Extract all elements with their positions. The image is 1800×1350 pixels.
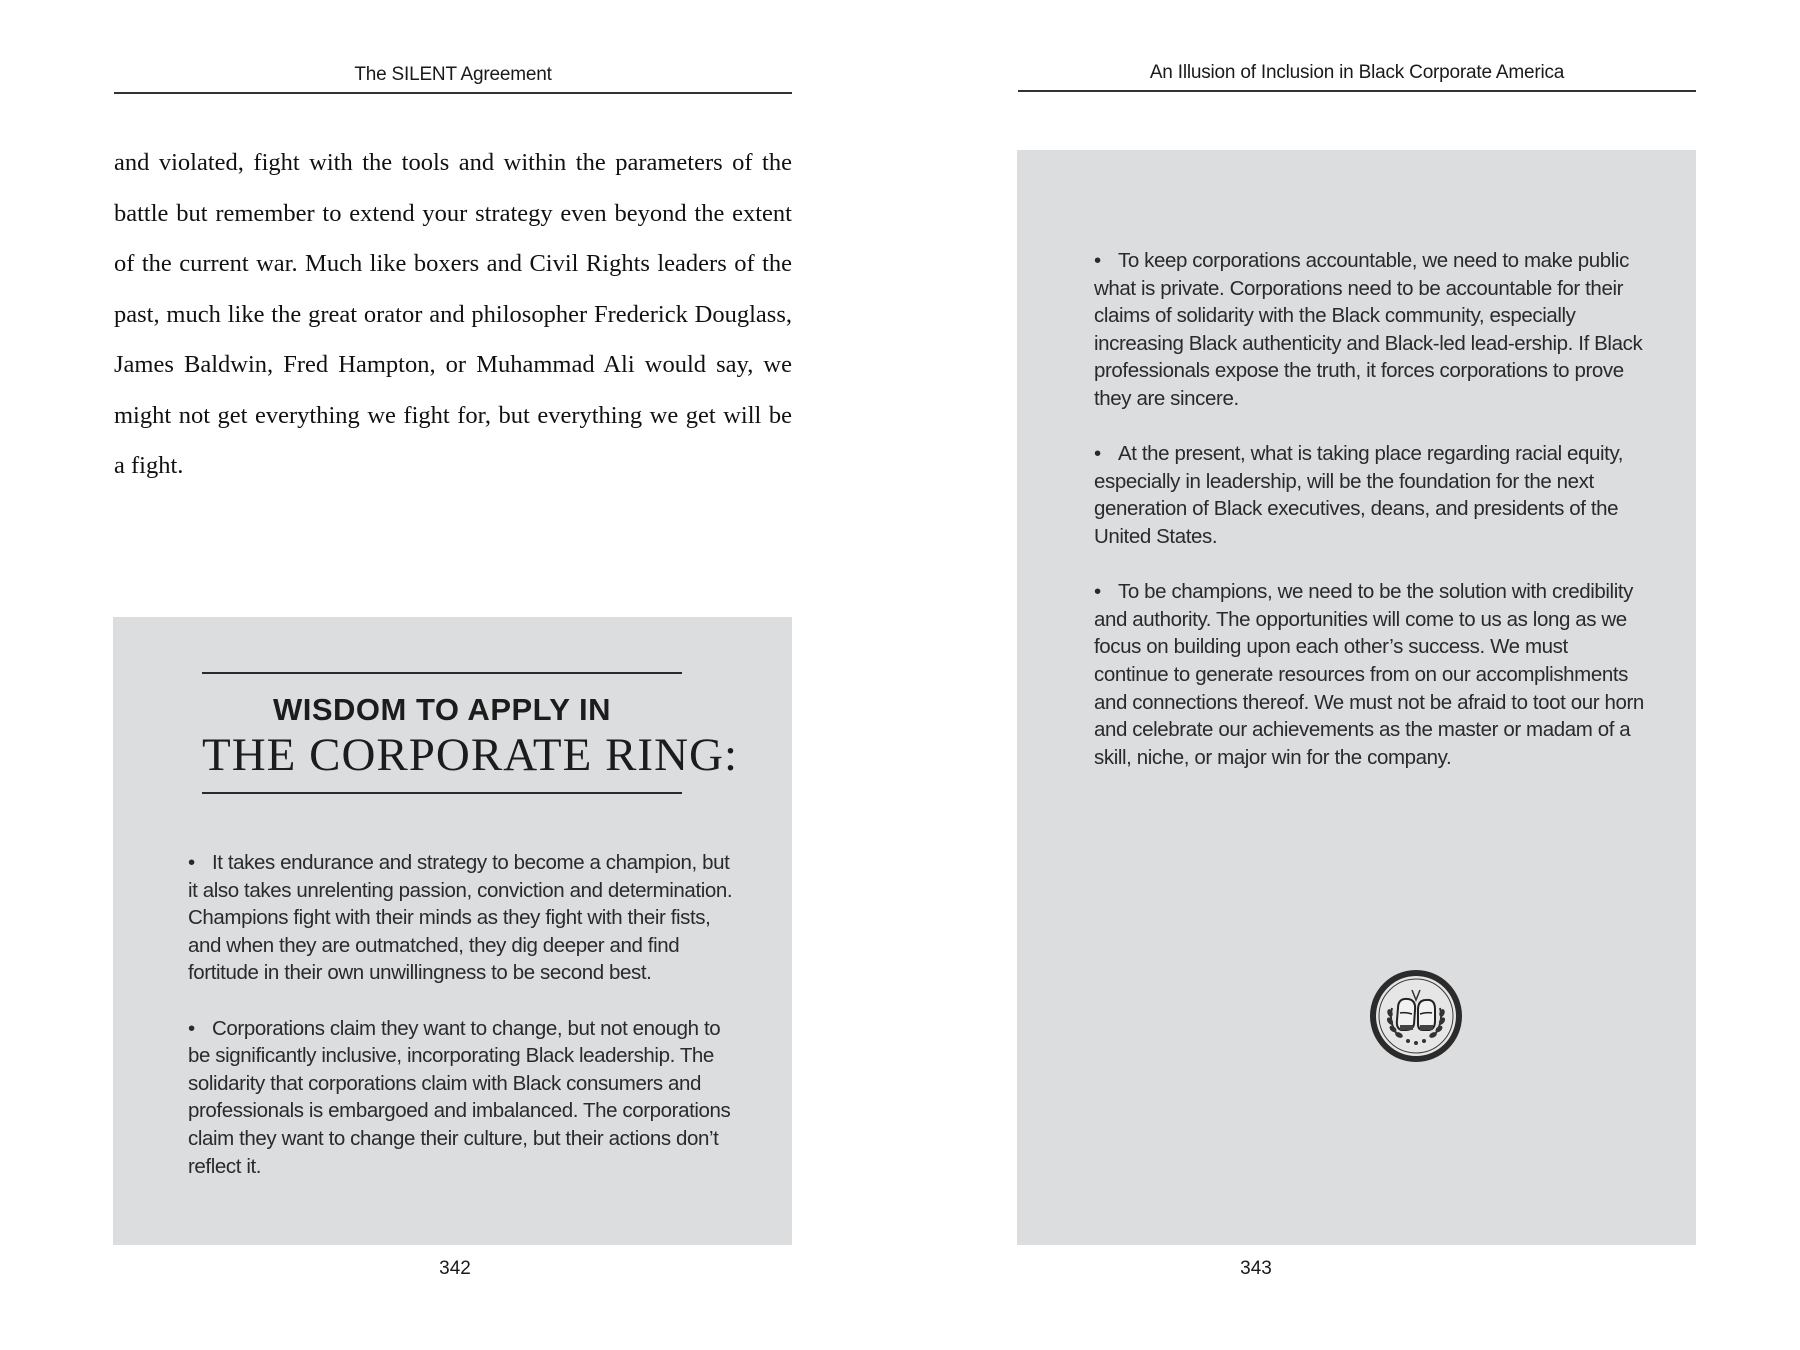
bullet-item: [1094, 440, 1644, 550]
wisdom-title-block: [202, 672, 739, 794]
body-paragraph: and violated, fight with the tools and within the parameters of the battle but remember to extend your strategy even beyond the extent of the current war. Much like boxers and Civil Rights leaders of the past, much like the great orator and philosopher Frederick Douglass, James Baldwin, Fred Hampton, or Muhammad Ali would say, we might not get everything we fight for, but everything we get will be a fight.: [114, 149, 792, 479]
wisdom-box: [113, 617, 792, 1245]
bullet-item: [1094, 578, 1644, 771]
bullet-item: [188, 1015, 738, 1181]
page-number-left: 342: [439, 1258, 471, 1279]
wisdom-bullets-left: [188, 849, 738, 1208]
wisdom-title-line1: WISDOM TO APPLY IN: [273, 692, 611, 727]
bullet-dot-icon: •: [188, 851, 195, 874]
bullet-text: To keep corporations accountable, we need to make public what is private. Corporations need to be accountable for their claims of solidarity with the Black community, especially increasing Black authenticity and Black-led lead-ership. If Black professionals expose the truth, it forces corporations to prove they are sincere.: [1094, 249, 1643, 410]
title-rule-top: [202, 672, 682, 674]
bullet-text: At the present, what is taking place regarding racial equity, especially in leadership, will be the foundation for the next generation of Black executives, deans, and presidents of the United States.: [1094, 442, 1624, 548]
boxing-gloves-emblem-icon: [1368, 968, 1464, 1064]
page-number-right: 343: [1240, 1258, 1272, 1279]
title-rule-bottom: [202, 792, 682, 794]
bullet-dot-icon: •: [1094, 442, 1101, 466]
running-head-right: An Illusion of Inclusion in Black Corporate America: [1018, 62, 1696, 92]
bullet-item: [1094, 247, 1644, 413]
right-page: [900, 0, 1800, 1350]
wisdom-box-continued: [1017, 150, 1696, 1245]
bullet-dot-icon: •: [188, 1016, 195, 1040]
bullet-text: To be champions, we need to be the solution with credibility and authority. The opportunities will come to us as long as we focus on building upon each other’s success. We must continue to generate resources from on our accomplishments and connections thereof. We must not be afraid to toot our horn and celebrate our achievements as the master or madam of a skill, niche, or major win for the company.: [1094, 580, 1644, 769]
bullet-text: It takes endurance and strategy to become a champion, but it also takes unrelenting passion, conviction and determination. Champions fight with their minds as they fight with their fists, and when they are outmatched, they dig deeper and find fortitude in their own unwillingness to be second best.: [188, 851, 733, 985]
bullet-item: [188, 849, 738, 987]
running-head-left: The SILENT Agreement: [114, 64, 792, 94]
bullet-text: Corporations claim they want to change, but not enough to be significantly inclusive, incorporating Black leadership. The solidarity that corporations claim with Black consumers and professionals is embargoed and imbalanced. The corporations claim they want to change their culture, but their actions don’t reflect it.: [188, 1016, 731, 1178]
bullet-dot-icon: •: [1094, 249, 1101, 272]
wisdom-bullets-right: [1094, 247, 1644, 799]
wisdom-title-line2: THE CORPORATE RING:: [202, 729, 739, 781]
bullet-dot-icon: •: [1094, 580, 1101, 604]
